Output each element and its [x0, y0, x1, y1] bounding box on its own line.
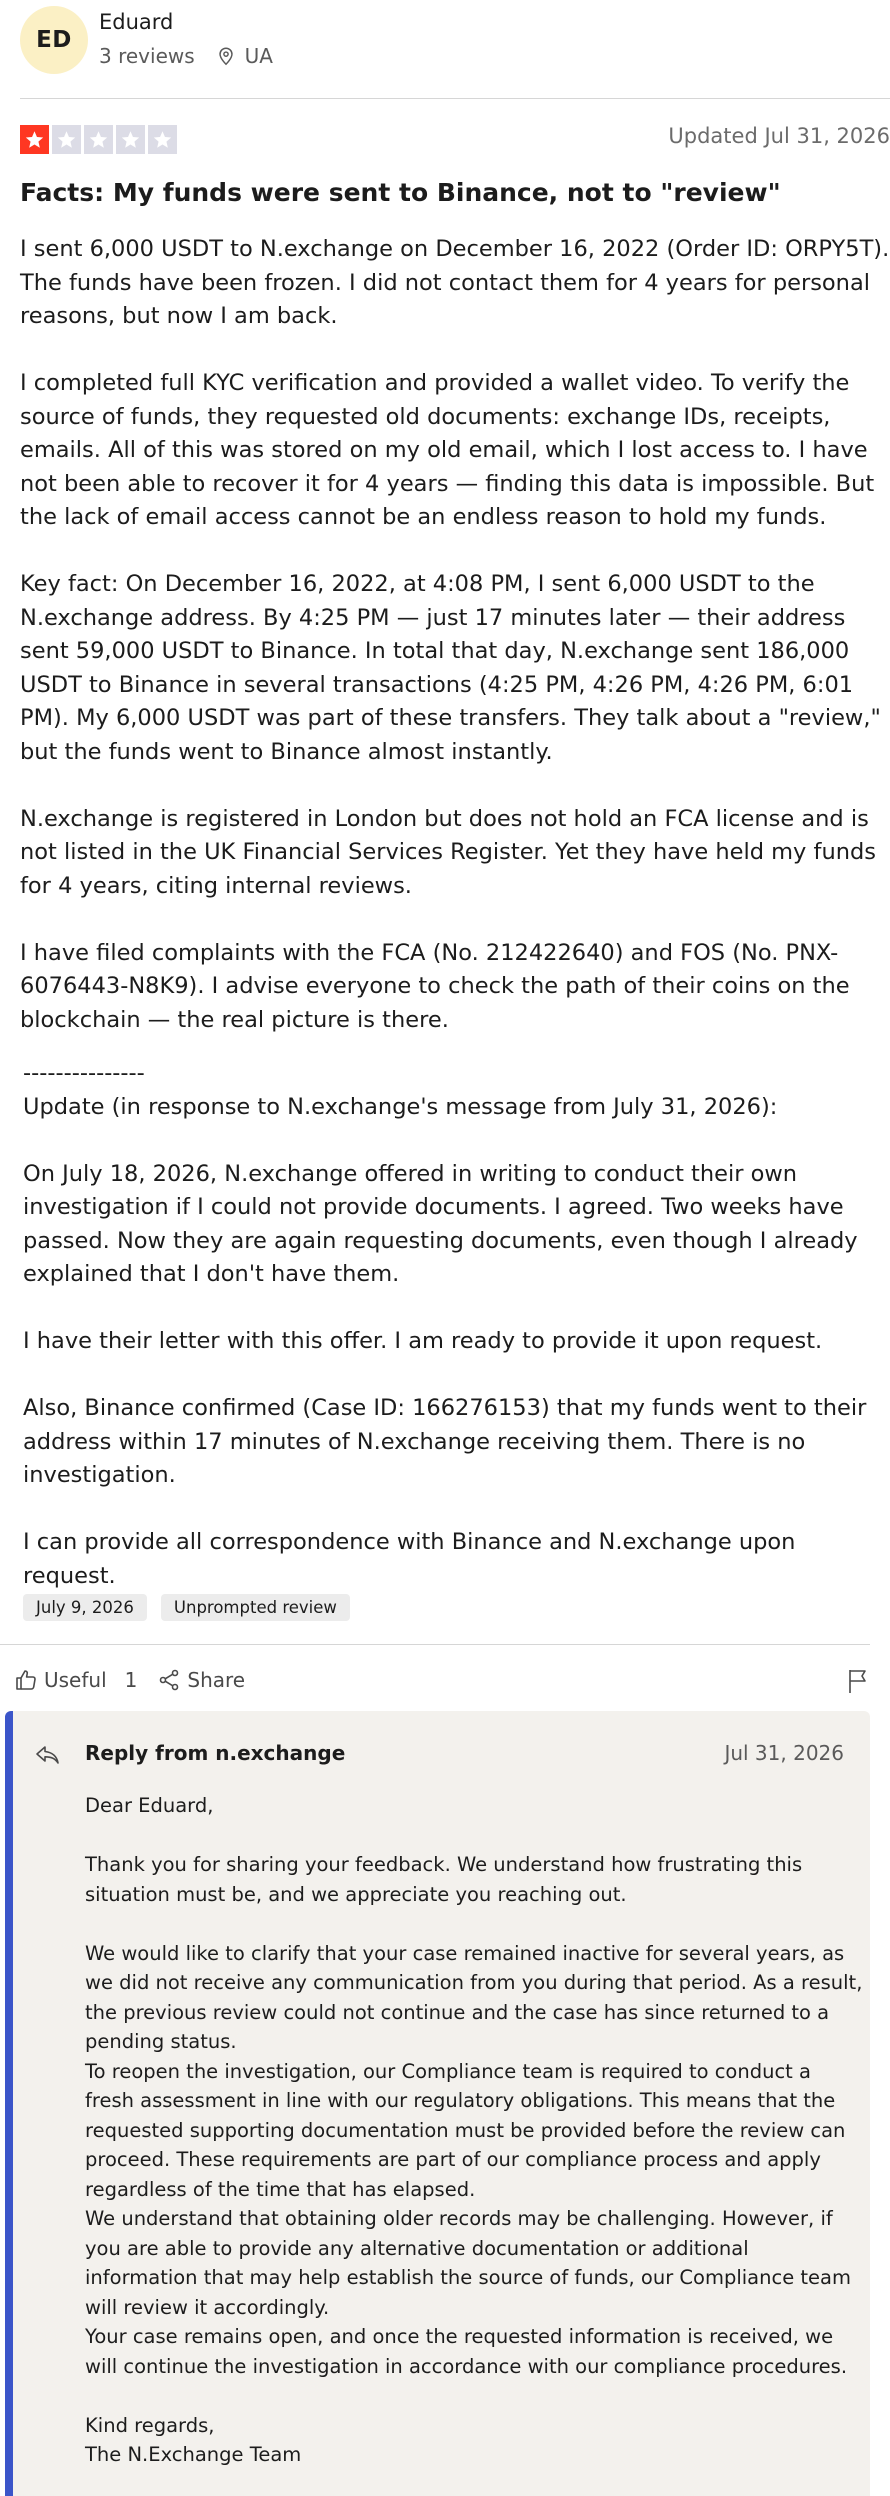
star-icon [84, 125, 113, 154]
review-count: 3 reviews [99, 44, 195, 68]
useful-button[interactable]: Useful [44, 1668, 107, 1692]
updated-date: Updated Jul 31, 2026 [668, 124, 890, 148]
reply-paragraph: Your case remains open, and once the requested information is received, we will continue the investigation in accordance with our compliance procedures. [85, 2325, 848, 2378]
review-paragraph: I sent 6,000 USDT to N.exchange on December 16, 2022 (Order ID: ORPY5T). The funds have been frozen. I did not contact them for 4 years for personal reasons, but now I am back. [20, 236, 890, 329]
review-body [20, 233, 890, 1627]
company-reply [5, 1711, 870, 2496]
divider [0, 1644, 870, 1645]
useful-count: 1 [124, 1668, 138, 1692]
star-icon [20, 125, 49, 154]
reviewer-meta [99, 44, 273, 68]
reply-signoff: Kind regards, [85, 2413, 215, 2437]
reviewer-country: UA [244, 44, 273, 68]
reviewer-name[interactable]: Eduard [99, 10, 174, 34]
thumbs-up-icon[interactable] [14, 1668, 38, 1692]
star-icon [52, 125, 81, 154]
review-paragraph: Key fact: On December 16, 2022, at 4:08 PM, I sent 6,000 USDT to the N.exchange address. By 4:25 PM — just 17 minutes later — their address sent 59,000 USDT to Binance. In total that day, N.exchange sent 186,000 USDT to Binance in several transactions (4:25 PM, 4:26 PM, 4:26 PM, 6:01 PM). My 6,000 USDT was part of these transfers. They talk about a "review," but the funds went to Binance almost instantly. [20, 571, 881, 765]
star-icon [116, 125, 145, 154]
unprompted-review-tag[interactable]: Unprompted review [161, 1594, 350, 1621]
star-rating [20, 125, 177, 154]
review-paragraph: I have filed complaints with the FCA (No. 212422640) and FOS (No. PNX-6076443-N8K9). I advise everyone to check the path of their coins on the blockchain — the real picture is there. [20, 939, 850, 1033]
reply-body [85, 1791, 865, 2470]
share-icon[interactable] [157, 1668, 181, 1692]
flag-icon[interactable] [846, 1668, 870, 1694]
date-of-experience-tag: July 9, 2026 [23, 1594, 147, 1621]
update-heading: Update (in response to N.exchange's message from July 31, 2026): [23, 1093, 778, 1120]
reply-paragraph: Thank you for sharing your feedback. We understand how frustrating this situation must be, and we appreciate you reaching out. [85, 1853, 803, 1906]
review-paragraph: N.exchange is registered in London but does not hold an FCA license and is not listed in the UK Financial Services Register. Yet they have held my funds for 4 years, citing internal reviews. [20, 805, 876, 899]
reply-date: Jul 31, 2026 [724, 1741, 844, 1765]
review-paragraph: I completed full KYC verification and provided a wallet video. To verify the source of funds, they requested old documents: exchange IDs, receipts, emails. All of this was stored on my old email, which I lost access to. I have not been able to recover it for 4 years — finding this data is impossible. But the lack of email access cannot be an endless reason to hold my funds. [20, 370, 875, 530]
review-tags [23, 1594, 350, 1621]
reply-paragraph: We would like to clarify that your case remained inactive for several years, as we did not receive any communication from you during that period. As a result, the previous review could not continue and the case has since returned to a pending status. [85, 1941, 863, 2053]
reply-arrow-icon [35, 1744, 61, 1766]
reply-paragraph: We understand that obtaining older records may be challenging. However, if you are able to provide any alternative documentation or additional information that may help establish the source of funds, our Compliance team will review it accordingly. [85, 2207, 851, 2319]
share-button[interactable]: Share [187, 1668, 246, 1692]
update-paragraph: I can provide all correspondence with Binance and N.exchange upon request. [23, 1529, 796, 1589]
location-pin-icon [215, 45, 237, 67]
review-title: Facts: My funds were sent to Binance, not to "review" [20, 178, 781, 207]
reply-greeting: Dear Eduard, [85, 1794, 214, 1817]
reply-paragraph: To reopen the investigation, our Compliance team is required to conduct a fresh assessment in line with our regulatory obligations. This means that the requested supporting documentation must be provided before the review can proceed. These requirements are part of our compliance process and apply regardless of the time that has elapsed. [85, 2059, 846, 2201]
divider [20, 98, 890, 99]
update-paragraph: Also, Binance confirmed (Case ID: 166276153) that my funds went to their address within 17 minutes of N.exchange receiving them. There is no investigation. [23, 1395, 867, 1488]
reply-signature: The N.Exchange Team [85, 2443, 302, 2466]
review-actions [14, 1668, 245, 1692]
update-paragraph: I have their letter with this offer. I am ready to provide it upon request. [23, 1328, 823, 1354]
reply-author: Reply from n.exchange [85, 1741, 346, 1765]
avatar[interactable]: ED [20, 6, 88, 74]
update-paragraph: On July 18, 2026, N.exchange offered in writing to conduct their own investigation if I could not provide documents. I agreed. Two weeks have passed. Now they are again requesting documents, even though I already explained that I don't have them. [23, 1160, 858, 1287]
star-icon [148, 125, 177, 154]
update-separator: --------------- [23, 1060, 145, 1086]
